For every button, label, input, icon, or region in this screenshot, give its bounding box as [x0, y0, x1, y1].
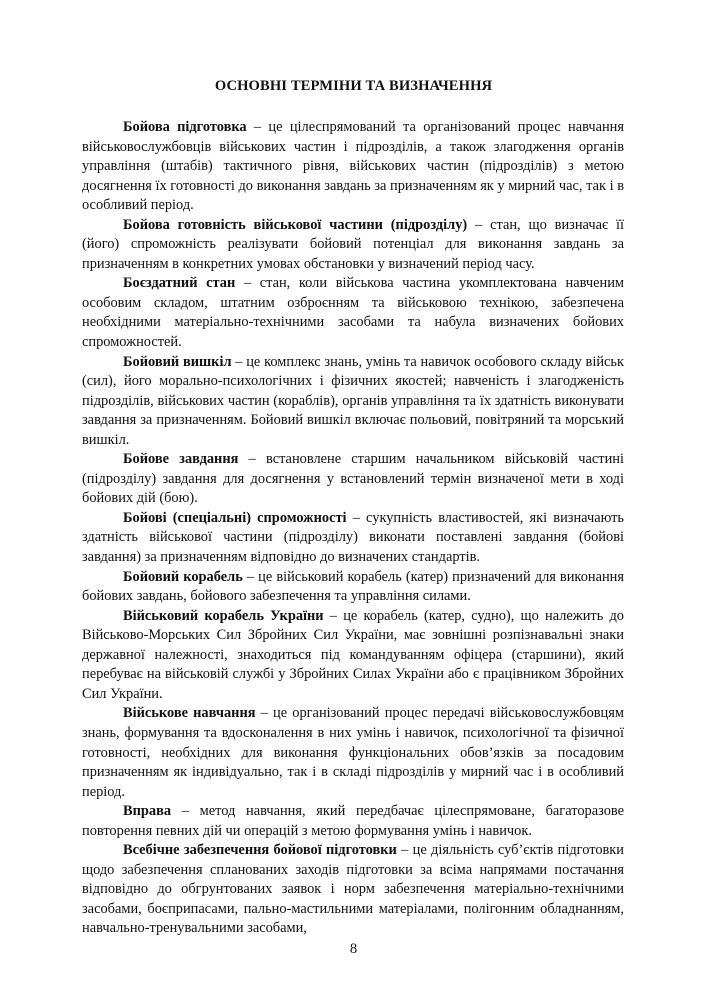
term-entry: [82, 841, 624, 939]
term-definition: – встановлене старшим начальником військовій частині (підрозділу) завдання для досягнення у встановлений термін визначеної мети в ході бойових дій (бою).: [82, 451, 624, 507]
term-entry: [82, 568, 624, 607]
term-definition: – стан, що визначає її (його) спроможність реалізувати бойовий потенціал для виконання завдань за призначенням в конкретних умовах обстановки у визначений період часу.: [82, 216, 624, 272]
term-entry: [82, 216, 624, 275]
term-definition: – це цілеспрямований та організований процес навчання військовослужбовців військових частин і підрозділів, а також злагодження органів управління (штабів) тактичного рівня, військових частин (підрозділів) з метою досягнення їх готовності до виконання завдань за призначенням як у мирний час, так і в особливий період.: [82, 119, 624, 214]
term-definition: – стан, коли військова частина укомплектована навченим особовим складом, штатним озброєнням та військовою технікою, забезпечена необхідними матеріально-технічними засобами та набула визначених бойових спроможностей.: [82, 275, 624, 351]
page-number: 8: [349, 941, 358, 957]
term-definition: – це діяльність суб’єктів підготовки щодо забезпечення спланованих заходів підготовки за всіма напрямами постачання відповідно до обгрунтованих заявок і норм забезпечення матеріально-технічними засобами, боєприпасами, пально-мастильними матеріалами, полігонним обладнанням, навчально-тренувальними засобами,: [82, 842, 624, 937]
term-label: Бойові (спеціальні) спроможності: [123, 509, 347, 526]
term-entry: [82, 118, 624, 216]
term-label: Військовий корабель України: [123, 607, 324, 624]
term-entry: [82, 353, 624, 451]
term-label: Військове навчання: [123, 705, 256, 722]
term-label: Бойовий вишкіл: [123, 353, 232, 370]
term-definition: – сукупність властивостей, які визначають здатність військової частини (підрозділу) виконати поставлені завдання (бойові завдання) за призначенням відповідно до визначених стандартів.: [82, 509, 624, 566]
term-entry: [82, 607, 624, 705]
term-definition: – це військовий корабель (катер) призначений для виконання бойових завдань, бойового забезпечення та управління силами.: [82, 568, 624, 605]
term-label: Бойова готовність військової частини (підрозділу): [123, 216, 468, 233]
document-body: [82, 118, 624, 939]
page-title: ОСНОВНІ ТЕРМІНИ ТА ВИЗНАЧЕННЯ: [214, 78, 493, 94]
term-entry: [82, 450, 624, 509]
term-definition: – метод навчання, який передбачає цілеспрямоване, багаторазове повторення певних дій чи операцій з метою формування умінь і навичок.: [82, 803, 624, 839]
term-entry: [82, 802, 624, 841]
term-definition: – це корабель (катер, судно), що належить до Військово-Морських Сил Збройних Сил України, має зовнішні розпізнавальні знаки державної належності, знаходиться під командуванням офіцера (старшини), який перебуває на військовій службі у Збройних Силах України або є працівником Збройних Сил України.: [82, 607, 624, 702]
term-label: Боєздатний стан: [123, 275, 236, 292]
term-entry: [82, 509, 624, 568]
term-entry: [82, 704, 624, 802]
term-definition: – це організований процес передачі військовослужбовцям знань, формування та вдосконалення в них умінь і навичок, психологічної та фізичної готовності, необхідних для виконання функціональних обов’язків за посадовим призначенням як індивідуально, так і в складі підрозділів у мирний час і в особливий період.: [82, 705, 624, 800]
term-label: Бойова підготовка: [123, 119, 247, 135]
term-label: Вправа: [123, 803, 172, 820]
term-entry: [82, 274, 624, 352]
term-label: Всебічне забезпечення бойової підготовки: [123, 842, 397, 859]
term-label: Бойовий корабель: [123, 568, 243, 585]
term-label: Бойове завдання: [123, 451, 239, 468]
term-definition: – це комплекс знань, умінь та навичок особового складу військ (сил), його морально-психологічних і фізичних якостей; навченість і злагодженість підрозділів, військових частин (кораблів), органів управління та їх здатність виконувати завдання за призначенням. Бойовий вишкіл включає польовий, повітряний та морський вишкіл.: [82, 353, 624, 448]
